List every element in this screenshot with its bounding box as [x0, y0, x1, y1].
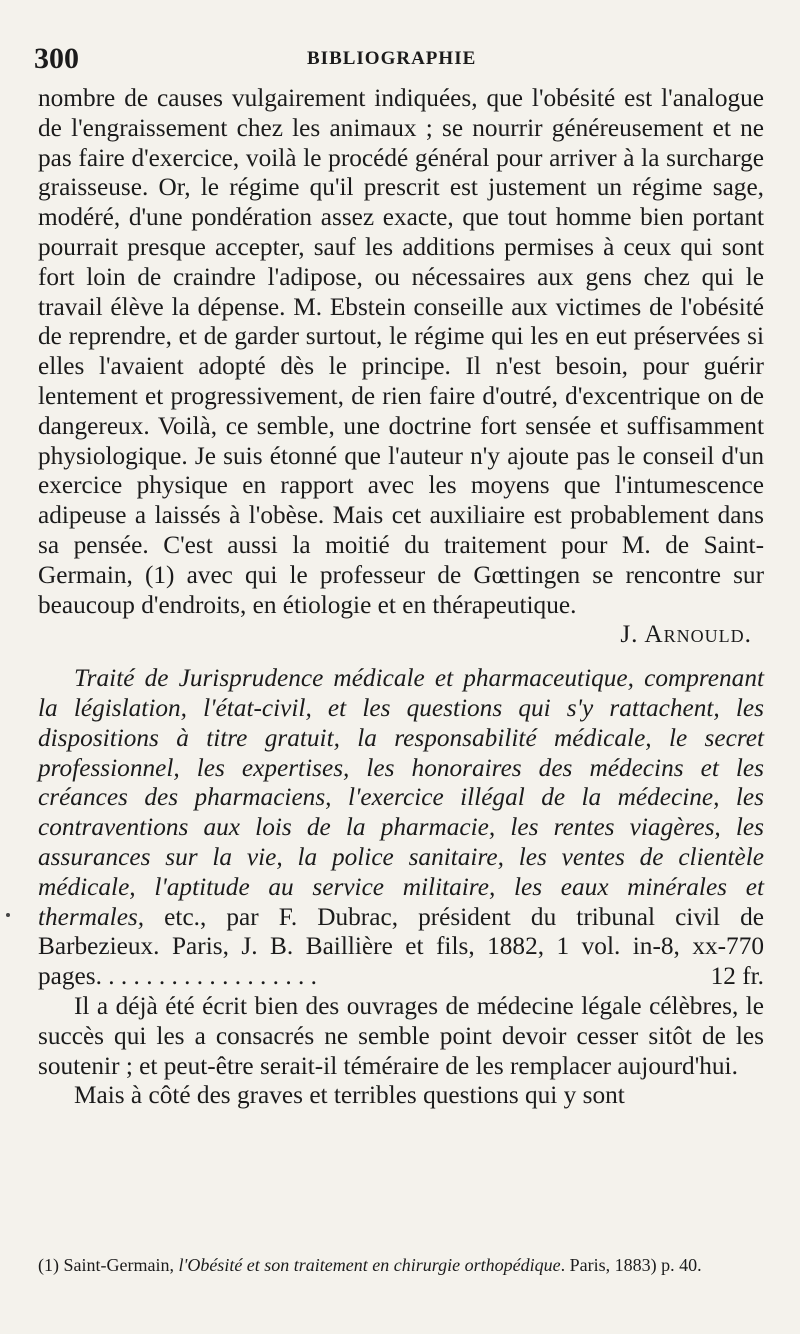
book-details: etc., par F. Dubrac, président du tribunal civil de Barbezieux. Paris, J. B. Baillière et fils, 1882, 1 vol. in-8, xx-770 pages. . . . . . . . . . . . . . . . . . — [38, 902, 764, 991]
paragraph-2: Il a déjà été écrit bien des ouvrages de médecine légale célèbres, le succès qui les a consacrés ne semble point devoir cesser sitôt de les soutenir ; et peut-être serait-il téméraire de les remplacer aujourd'hui. — [38, 991, 764, 1080]
footnote-prefix: (1) Saint-Germain, — [38, 1255, 179, 1275]
footnote-title: l'Obésité et son traitement en chirurgie orthopédique — [178, 1255, 561, 1275]
book-entry — [38, 664, 764, 992]
footnote-suffix: . Paris, 1883) p. 40. — [560, 1255, 702, 1275]
main-text — [38, 84, 764, 1111]
page-number: 300 — [34, 42, 79, 75]
footnote-rule — [38, 1245, 764, 1246]
print-speck — [6, 913, 10, 917]
signature-text: J. Arnould. — [620, 620, 752, 649]
author-signature — [38, 620, 752, 650]
review-paragraph: nombre de causes vulgairement indiquées, que l'obésité est l'analogue de l'engraissement chez les animaux ; se nourrir généreusement et ne pas faire d'exercice, voilà le procédé général pour arriver à la surcharge graisseuse. Or, le régime qu'il prescrit est justement un régime sage, modéré, d'une pondération assez exacte, que tout homme bien portant pourrait presque accepter, sauf les additions permises à ceux qui sont fort loin de craindre l'adipose, ou nécessaires aux gens chez qui le travail élève la dépense. M. Ebstein conseille aux victimes de l'obésité de reprendre, et de garder surtout, le régime qui les en eut préservées si elles l'avaient adopté dès le principe. Il n'est besoin, pour guérir lentement et progressivement, de rien faire d'outré, d'excentrique on de dangereux. Voilà, ce semble, une doctrine fort sensée et suffisamment physiologique. Je suis étonné que l'auteur n'y ajoute pas le conseil d'un exercice physique en rapport avec les moyens que l'intumescence adipeuse a laissés à l'obèse. Mais cet auxiliaire est probablement dans sa pensée. C'est aussi la moitié du traitement pour M. de Saint-Germain, (1) avec qui le professeur de Gœttingen se rencontre sur beaucoup d'endroits, en étiologie et en thérapeutique. — [38, 84, 764, 619]
page-header — [34, 40, 766, 80]
footnote-text — [38, 1254, 764, 1276]
book-price: 12 fr. — [710, 962, 764, 991]
footnote — [38, 1254, 764, 1276]
running-head: BIBLIOGRAPHIE — [307, 48, 477, 69]
paragraph-3: Mais à côté des graves et terribles questions qui y sont — [74, 1081, 625, 1110]
book-title: Traité de Jurisprudence médicale et pharmaceutique, comprenant la législation, l'état-civil, et les questions qui s'y rattachent, les dispositions à titre gratuit, la responsabilité médicale, le secret professionnel, les expertises, les honoraires des médecins et les créances des pharmaciens, l'exercice illégal de la médecine, les contraventions aux lois de la pharmacie, les rentes viagères, les assurances sur la vie, la police sanitaire, les ventes de clientèle médicale, l'aptitude au service militaire, les eaux minérales et thermales, — [38, 664, 764, 931]
